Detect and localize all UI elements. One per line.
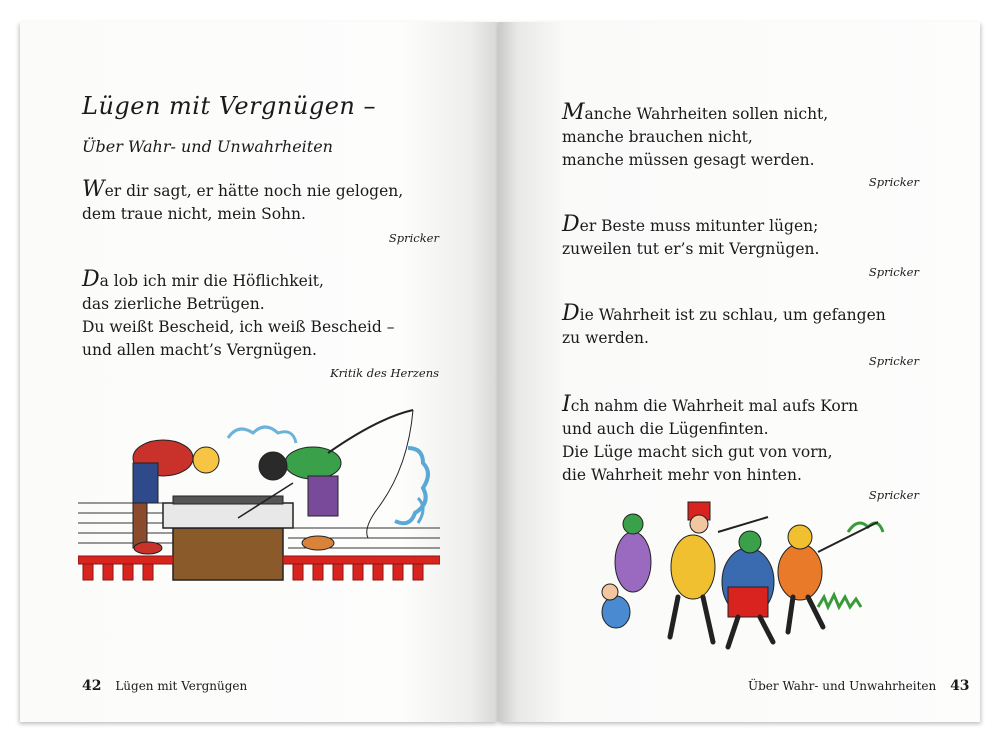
poem-source: Spricker [868,175,919,189]
poem-line: Die Lüge macht sich gut von vorn, [562,443,833,461]
drop-initial: I [562,392,571,417]
poem-source: Spricker [868,354,919,368]
poem-source: Spricker [388,231,439,245]
poem-line: manche brauchen nicht, [562,128,753,146]
poem-line: dem traue nicht, mein Sohn. [82,205,306,223]
poem-line: manche müssen gesagt werden. [562,151,815,169]
poem-right-1 [562,101,828,172]
poem-line: Manche Wahrheiten sollen nicht, [562,100,829,125]
poem-left-2 [82,268,394,362]
page-number: 43 [950,678,970,694]
poem-line: Der Beste muss mitunter lügen; [562,212,819,237]
poem-left-1 [82,178,403,226]
drop-initial: D [562,212,580,237]
poem-line: und allen macht’s Vergnügen. [82,341,317,359]
chapter-title: Lügen mit Vergnügen – [82,92,376,120]
poem-source: Spricker [868,265,919,279]
drop-initial: D [562,301,580,326]
running-head: Über Wahr- und Unwahrheiten [748,679,937,693]
poem-right-4 [562,393,858,487]
poem-line: Die Wahrheit ist zu schlau, um gefangen [562,301,886,326]
illustration-chase-group [578,492,896,654]
poem-source: Kritik des Herzens [330,366,439,380]
drop-initial: W [82,177,105,202]
poem-line: Ich nahm die Wahrheit mal aufs Korn [562,392,859,417]
drop-initial: M [562,100,585,125]
chapter-subtitle: Über Wahr- und Unwahrheiten [82,137,333,156]
page-number: 42 [82,678,102,694]
footer-left [82,678,247,694]
poem-line: und auch die Lügenfinten. [562,420,769,438]
illustration-chimney-fishing [78,408,440,586]
poem-line: Wer dir sagt, er hätte noch nie gelogen, [82,177,404,202]
poem-source: Spricker [868,488,919,502]
poem-right-2 [562,213,819,261]
poem-right-3 [562,302,886,350]
poem-line: zu werden. [562,329,649,347]
poem-line: Du weißt Bescheid, ich weiß Bescheid – [82,318,395,336]
poem-line: das zierliche Betrügen. [82,295,265,313]
poem-line: Da lob ich mir die Höflichkeit, [82,267,324,292]
drop-initial: D [82,267,100,292]
poem-line: zuweilen tut er’s mit Vergnügen. [562,240,820,258]
footer-right [748,678,970,694]
poem-line: die Wahrheit mehr von hinten. [562,466,802,484]
running-head: Lügen mit Vergnügen [115,679,248,693]
